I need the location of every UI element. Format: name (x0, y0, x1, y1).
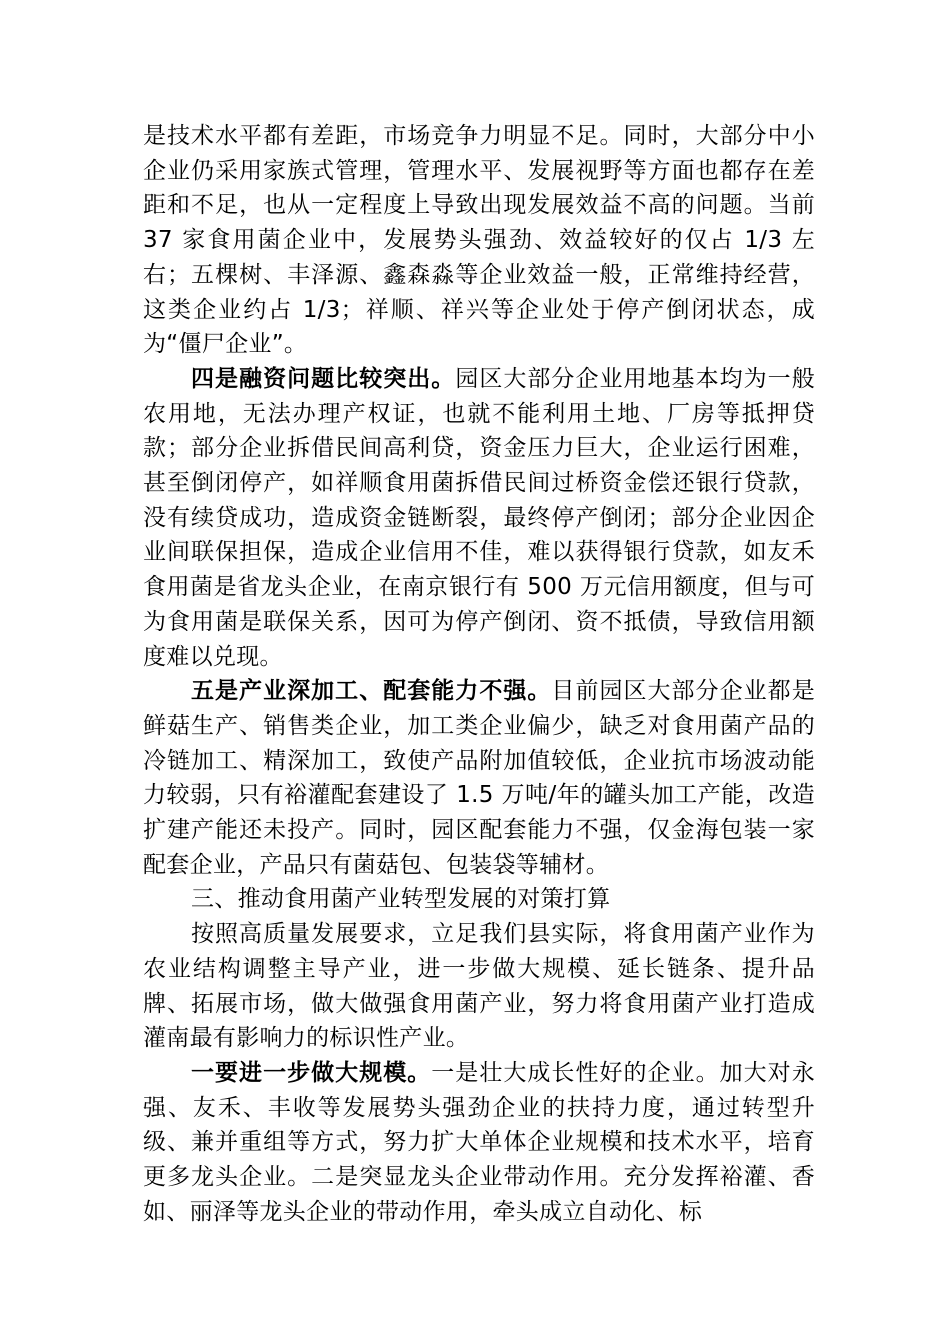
paragraph-development-requirements (143, 917, 815, 1056)
document-page (143, 119, 815, 1230)
paragraph-text: 目前园区大部分企业都是鲜菇生产、销售类企业，加工类企业偏少，缺乏对食用菌产品的冷链加工、精深加工，致使产品附加值较低，企业抗市场波动能力较弱，只有裕灌配套建设了 1.5 万吨/年的罐头加工产能，改造扩建产能还未投产。同时，园区配套能力不强，仅金海包装一家配套企业，产品只有菌菇包、包装袋等辅材。 (143, 678, 815, 878)
section-heading-text: 三、推动食用菌产业转型发展的对策打算 (191, 886, 611, 913)
paragraph-deep-processing (143, 674, 815, 882)
paragraph-heading: 五是产业深加工、配套能力不强。 (191, 678, 552, 705)
paragraph-text: 按照高质量发展要求，立足我们县实际，将食用菌产业作为农业结构调整主导产业，进一步做大规模、延长链条、提升品牌、拓展市场，做大做强食用菌产业，努力将食用菌产业打造成灌南最有影响力的标识性产业。 (143, 921, 815, 1052)
paragraph-enterprise-efficiency (143, 119, 815, 362)
paragraph-heading: 一要进一步做大规模。 (191, 1059, 432, 1086)
paragraph-financing-problem (143, 362, 815, 674)
paragraph-text: 园区大部分企业用地基本均为一般农用地，无法办理产权证，也就不能利用土地、厂房等抵押贷款；部分企业拆借民间高利贷，资金压力巨大，企业运行困难，甚至倒闭停产，如祥顺食用菌拆借民间过桥资金偿还银行贷款，没有续贷成功，造成资金链断裂，最终停产倒闭；部分企业因企业间联保担保，造成企业信用不佳，难以获得银行贷款，如友禾食用菌是省龙头企业，在南京银行有 500 万元信用额度，但与可为食用菌是联保关系，因可为停产倒闭、资不抵债，导致信用额度难以兑现。 (143, 365, 815, 670)
paragraph-text: 一是壮大成长性好的企业。加大对永强、友禾、丰收等发展势头强劲企业的扶持力度，通过转型升级、兼并重组等方式，努力扩大单体企业规模和技术水平，培育更多龙头企业。二是突显龙头企业带动作用。充分发挥裕灌、香如、丽泽等龙头企业的带动作用，牵头成立自动化、标 (143, 1059, 815, 1225)
paragraph-heading: 四是融资问题比较突出。 (191, 365, 456, 392)
paragraph-text: 是技术水平都有差距，市场竞争力明显不足。同时，大部分中小企业仍采用家族式管理，管理水平、发展视野等方面也都存在差距和不足，也从一定程度上导致出现发展效益不高的问题。当前 37 家食用菌企业中，发展势头强劲、效益较好的仅占 1/3 左右；五棵树、丰泽源、鑫森淼等企业效益一般，正常维持经营，这类企业约占 1/3；祥顺、祥兴等企业处于停产倒闭状态，成为“僵尸企业”。 (143, 123, 815, 358)
paragraph-expand-scale (143, 1056, 815, 1230)
section-heading-countermeasures (143, 882, 815, 917)
